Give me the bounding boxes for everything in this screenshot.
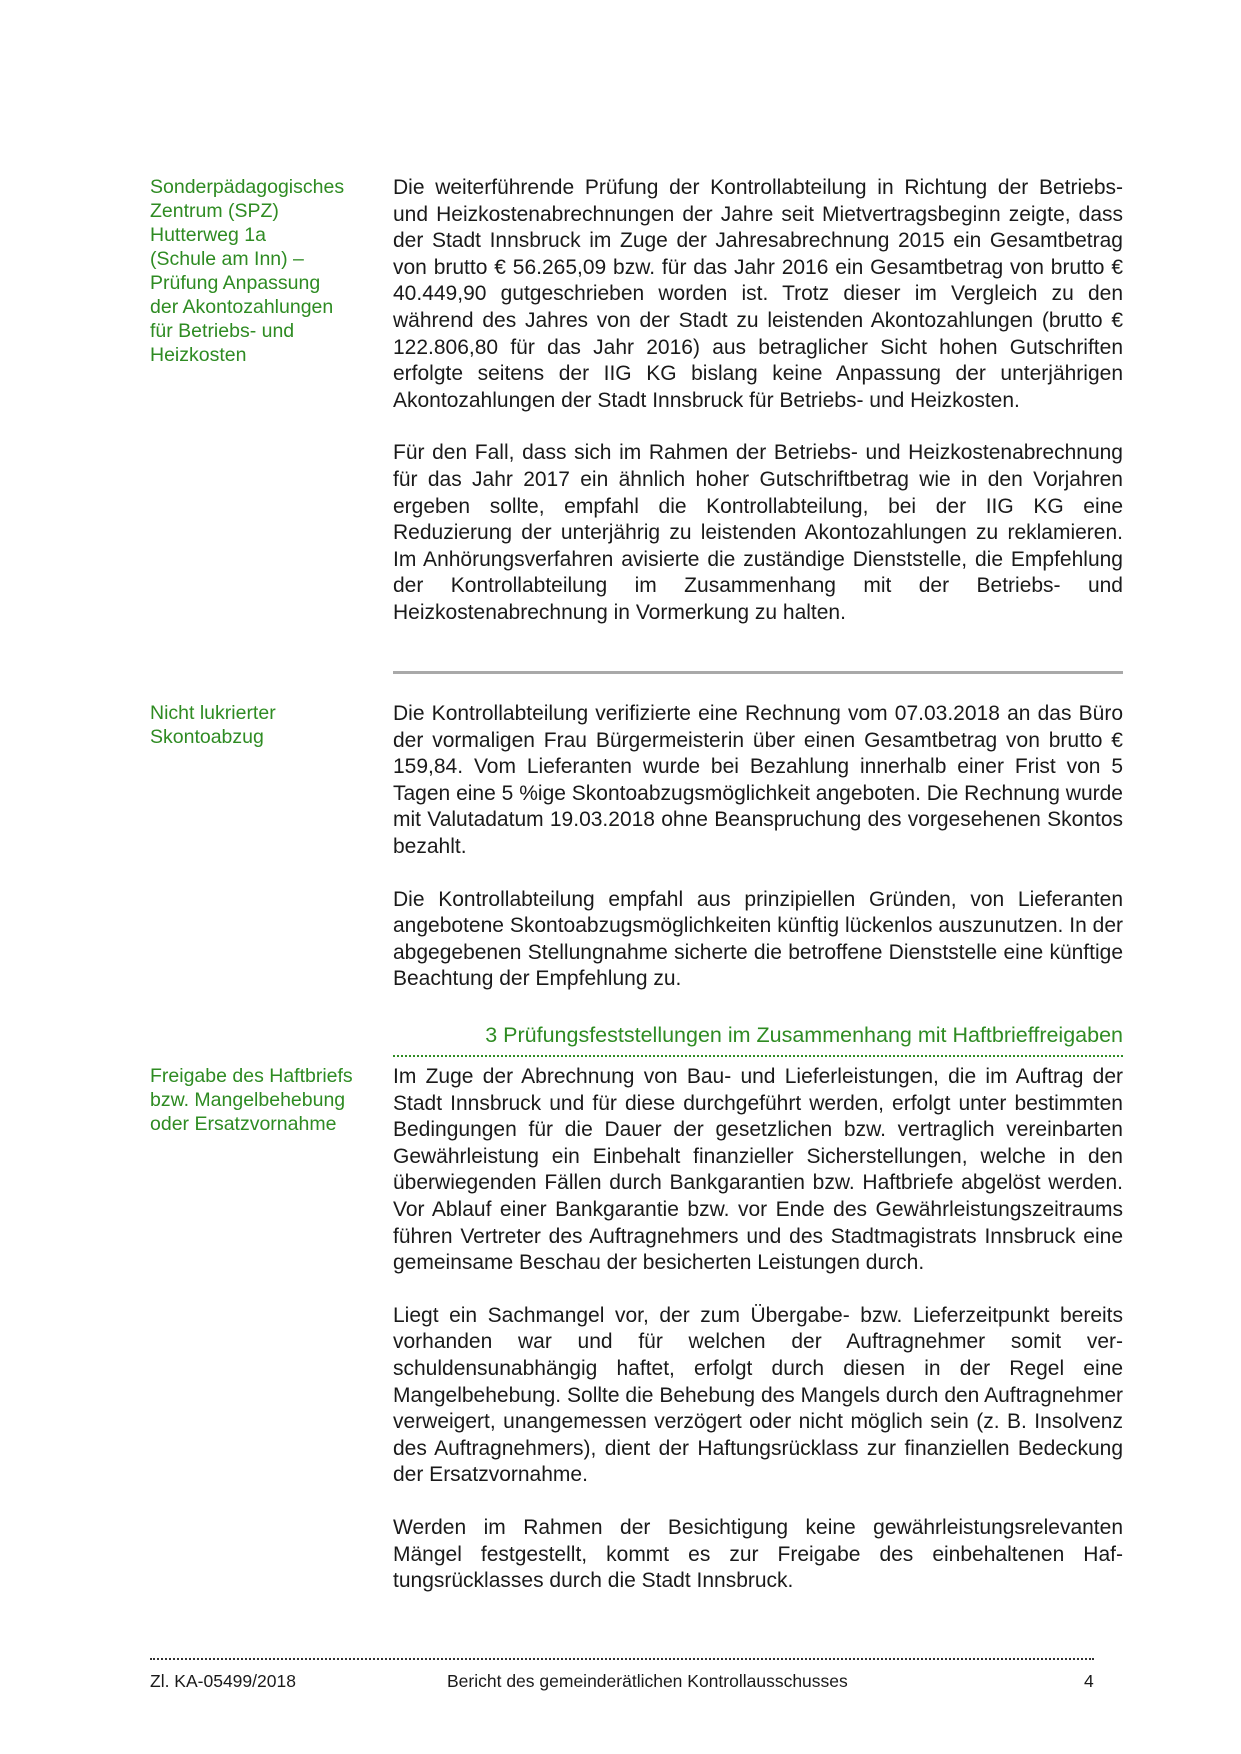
sidebar-line: Skontoabzug [150,726,264,748]
sidebar-line: Nicht lukrierter [150,702,276,724]
footer-title: Bericht des gemeinderätlichen Kontrollausschusses [447,1671,848,1691]
body-paragraph: Die weiterführende Prüfung der Kontrollabteilung in Richtung der Betriebs- und Heizkostenabrechnungen der Jahre seit Mietvertragsbeginn zeigte, dass der Stadt Innsbruck im Zuge der Jahresabrechnung 2015 ein Gesamtbetrag von brutto € 56.265,09 bzw. für das Jahr 2016 ein Gesamtbetrag von brutto € 40.449,90 gutgeschrieben worden ist. Trotz dieser im Vergleich zu den während des Jahres von der Stadt zu leistenden Akontozahlungen (brutto € 122.806,80 für das Jahr 2016) aus betraglicher Sicht hohen Gutschriften erfolgte seitens der IIG KG bislang keine Anpassung der unterjährigen Akontozahlungen der Stadt Innsbruck für Betriebs- und Heizkosten. [393,176,1123,412]
sidebar-line: Zentrum (SPZ) [150,200,279,222]
sidebar-heading-haftbrief [150,1064,365,1136]
sidebar-line: Sonderpädagogisches [150,176,345,198]
body-paragraph: Liegt ein Sachmangel vor, der zum Übergabe- bzw. Lieferzeitpunkt bereits vorhanden war und für welchen der Auftragnehmer somit verschuldensunabhängig haftet, erfolgt durch diesen in der Regel eine Mangelbehebung. Sollte die Behebung des Mangels durch den Auftragnehmer verweigert, unangemessen verzögert oder nicht möglich sein (z. B. Insolvenz des Auftragnehmers), dient der Haftungsrücklass zur finanziellen Bedeckung der Ersatzvornahme. [393,1303,1123,1487]
footer-rule [150,1658,1094,1660]
chapter-heading-underline [393,1055,1123,1057]
sidebar-line: für Betriebs- und [150,320,295,342]
page-number: 4 [1084,1671,1094,1691]
section-skonto-body [393,701,1123,993]
section-haftbrief-body [393,1064,1123,1595]
sidebar-line: der Akontozahlungen [150,296,334,318]
footer-reference: Zl. KA-05499/2018 [150,1671,296,1691]
sidebar-line: Freigabe des Haftbriefs [150,1065,353,1087]
sidebar-heading-skonto [150,701,365,749]
body-paragraph: Für den Fall, dass sich im Rahmen der Betriebs- und Heizkostenabrechnung für das Jahr 2017 ein ähnlich hoher Gutschriftbetrag wie in den Vorjahren ergeben sollte, empfahl die Kontrollabteilung, bei der IIG KG eine Reduzierung der unterjährig zu leistenden Akontozahlungen zu reklamieren. Im Anhörungsverfahren avisierte die zuständige Dienststelle, die Empfehlung der Kontrollabteilung im Zusammenhang mit der Betriebs- und Heizkostenabrechnung in Vormerkung zu halten. [393,441,1123,624]
section-divider [393,671,1123,674]
chapter-heading: 3 Prüfungsfeststellungen im Zusammenhang mit Haftbrieffreigaben [485,1023,1123,1047]
sidebar-line: bzw. Mangelbehebung [150,1089,346,1111]
sidebar-line: (Schule am Inn) – [150,248,304,270]
sidebar-line: Heizkosten [150,344,247,366]
body-paragraph: Die Kontrollabteilung verifizierte eine Rechnung vom 07.03.2018 an das Büro der vormaligen Frau Bürgermeisterin über einen Gesamtbetrag von brutto € 159,84. Vom Lieferanten wurde bei Bezahlung innerhalb einer Frist von 5 Tagen eine 5 %ige Skontoabzugsmöglichkeit angeboten. Die Rechnung wurde mit Valutadatum 19.03.2018 ohne Beanspruchung des vorgesehenen Skontos bezahlt. [393,702,1123,858]
body-paragraph: Die Kontrollabteilung empfahl aus prinzipiellen Gründen, von Lieferanten angebotene Skontoabzugsmöglichkeiten künftig lückenlos auszunutzen. In der abgegebenen Stellungnahme sicherte die betroffene Dienststelle eine künftige Beachtung der Empfehlung zu. [393,887,1123,991]
sidebar-heading-spz [150,175,365,367]
body-paragraph: Werden im Rahmen der Besichtigung keine gewährleistungsrelevanten Mängel festgestellt, kommt es zur Freigabe des einbehaltenen Haftungsrücklasses durch die Stadt Innsbruck. [393,1515,1123,1593]
body-paragraph: Im Zuge der Abrechnung von Bau- und Lieferleistungen, die im Auftrag der Stadt Innsbruck und für diese durchgeführt werden, erfolgt unter bestimmten Bedingungen für die Dauer der gesetzlichen bzw. vertraglich vereinbarten Gewährleistung ein Einbehalt finanzieller Sicherstellungen, welche in den überwiegenden Fällen durch Bankgarantien bzw. Haftbriefe abgelöst werden. Vor Ablauf einer Bankgarantie bzw. vor Ende des Gewährleistungszeitraums führen Vertreter des Auftragnehmers und des Stadtmagistrats Innsbruck eine gemeinsame Beschau der besicherten Leistungen durch. [393,1065,1123,1275]
sidebar-line: Hutterweg 1a [150,224,266,246]
sidebar-line: Prüfung Anpassung [150,272,321,294]
section-spz-body [393,175,1123,627]
sidebar-line: oder Ersatzvornahme [150,1113,337,1135]
